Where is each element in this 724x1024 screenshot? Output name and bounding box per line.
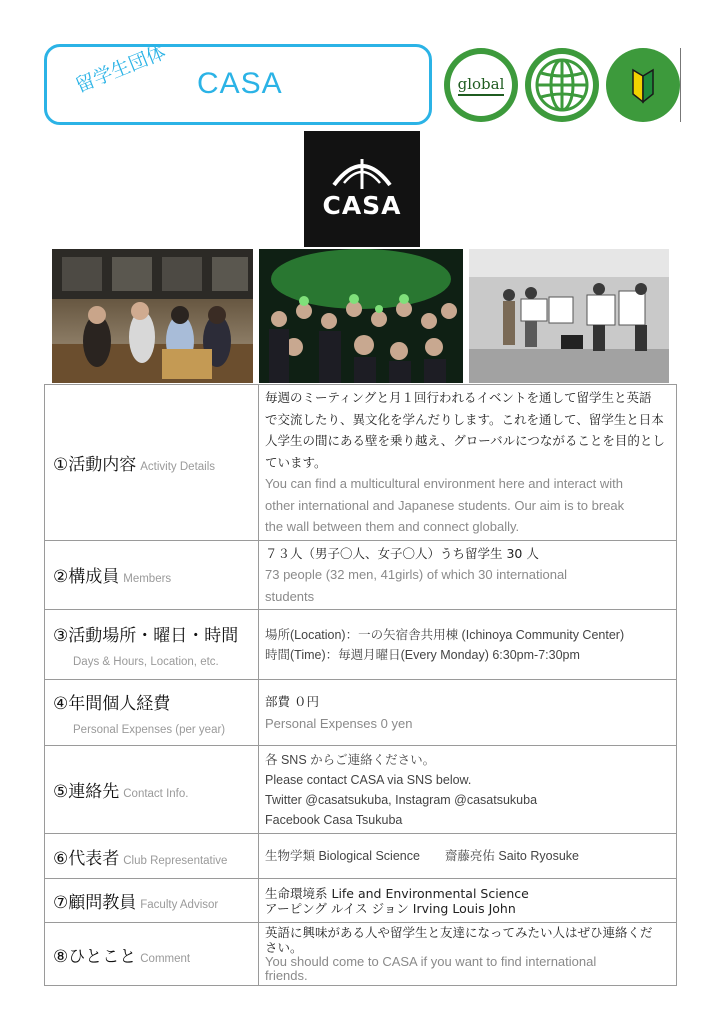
globe-icon: [525, 48, 599, 122]
table-row: [45, 610, 677, 680]
label-english: Personal Expenses (per year): [73, 724, 226, 736]
row-content: 部費 ０円 Personal Expenses 0 yen: [259, 680, 677, 746]
row-content: 生物学類 Biological Science 齋藤亮佑 Saito Ryosuke: [259, 834, 677, 879]
title-english: CASA: [197, 67, 283, 100]
row-content: 毎週のミーティングと月１回行われるイベントを通して留学生と英語 で交流したり、異文化を学んだりします。これを通して、留学生と日本 人学生の間にある壁を乗り越え、グローバルにつながることを目的とし ています。 You can find a multicultural environment here and interact with other international and Japanese students. Our aim is to break the wall between them and connect globally.: [259, 385, 677, 541]
label-japanese: 構成員: [68, 567, 120, 588]
campaign-photo: [469, 249, 669, 383]
party-photo: [259, 249, 463, 383]
table-row: [45, 879, 677, 923]
row-label: ④年間個人経費 Personal Expenses (per year): [45, 680, 259, 746]
label-japanese: ひとこと: [68, 946, 137, 967]
row-label: ⑤連絡先 Contact Info.: [45, 746, 259, 834]
label-english: Activity Details: [140, 460, 216, 473]
label-english: Comment: [140, 952, 191, 965]
table-row: [45, 923, 677, 986]
title-japanese: 留学生団体: [72, 41, 169, 98]
row-label: ⑧ひとこと Comment: [45, 923, 259, 986]
label-japanese: 活動場所・曜日・時間: [68, 626, 239, 646]
label-japanese: 顧問教員: [68, 893, 137, 913]
beginner-badge: [606, 48, 680, 122]
row-label: ③活動場所・曜日・時間 Days & Hours, Location, etc.: [45, 610, 259, 680]
label-english: Members: [123, 573, 172, 586]
global-badge: [444, 48, 518, 122]
casa-logo: [304, 131, 420, 247]
meeting-photo: [52, 249, 253, 383]
label-japanese: 連絡先: [68, 782, 120, 802]
row-content: 生命環境系 Life and Environmental Science アーピング ルイス ジョン Irving Louis John: [259, 879, 677, 923]
label-japanese: 年間個人経費: [68, 694, 171, 714]
table-row: [45, 540, 677, 610]
row-label: ①活動内容 Activity Details: [45, 385, 259, 541]
row-label: ⑥代表者 Club Representative: [45, 834, 259, 879]
globe-badge: [525, 48, 599, 122]
label-japanese: 代表者: [68, 848, 120, 869]
label-japanese: 活動内容: [68, 454, 137, 475]
table-row: [45, 834, 677, 879]
info-table: [44, 384, 677, 986]
table-row: [45, 746, 677, 834]
row-content: 場所(Location)：一の矢宿舎共用棟 (Ichinoya Community Center) 時間(Time)：毎週月曜日(Every Monday) 6:30pm-7:30pm: [259, 610, 677, 680]
table-row: [45, 680, 677, 746]
global-badge-text: global: [458, 75, 505, 96]
title-box: [44, 41, 432, 125]
logo-text: CASA: [322, 191, 402, 220]
label-english: Club Representative: [123, 854, 228, 867]
badge-divider: [680, 48, 681, 122]
umbrella-icon: [304, 131, 420, 191]
row-content: ７３人（男子〇人、女子〇人）うち留学生 30 人 73 people (32 men, 41girls) of which 30 international students: [259, 540, 677, 610]
label-english: Faculty Advisor: [140, 899, 219, 911]
table-row: [45, 385, 677, 541]
row-label: ⑦顧問教員 Faculty Advisor: [45, 879, 259, 923]
label-english: Contact Info.: [123, 788, 189, 800]
beginner-leaf-icon: [606, 48, 680, 122]
row-content: 各 SNS からご連絡ください。 Please contact CASA via SNS below. Twitter @casatsukuba, Instagram @casatsukuba Facebook Casa Tsukuba: [259, 746, 677, 834]
label-english: Days & Hours, Location, etc.: [73, 656, 219, 668]
row-label: ②構成員 Members: [45, 540, 259, 610]
row-content: 英語に興味がある人や留学生と友達になってみたい人はぜひ連絡くだ さい。 You should come to CASA if you want to find international friends.: [259, 923, 677, 986]
